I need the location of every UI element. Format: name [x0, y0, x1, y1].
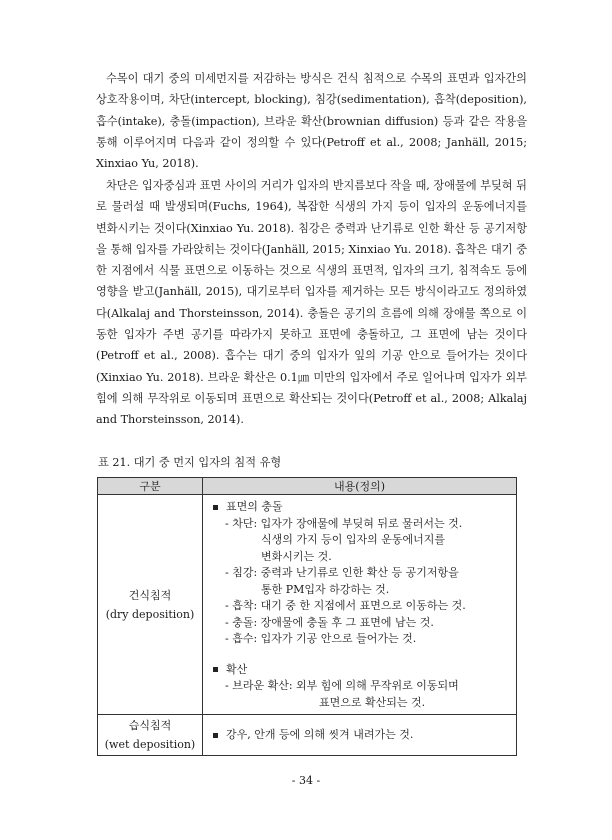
list-item: - 차단: 입자가 장애물에 부딪혀 뒤로 물러서는 것.: [225, 516, 463, 530]
list-item: 표면으로 확산되는 것.: [319, 695, 426, 709]
bullet-square-icon: [213, 667, 218, 672]
table-row: [98, 495, 517, 715]
paragraph-2: 차단은 입자중심과 표면 사이의 거리가 입자의 반지름보다 작을 때, 장애물에 부딪혀 뒤로 물러설 때 발생되며(Fuchs, 1964), 복잡한 식생의 가지 등이 입자의 운동에너지를 변화시키는 것이다(Xinxiao Yu. 2018). 침강은 중력과 난기류로 인한 확산 등 공기저항을 통해 입자를 가라앉히는 것이다(Janhäll, 2015; Xinxiao Yu. 2018). 흡착은 대기 중 한 지점에서 식물 표면으로 이동하는 것으로 식생의 표면적, 입자의 크기, 침적속도 등에 영향을 받고(Janhäll, 2015), 대기로부터 입자를 제거하는 모든 방식이라고도 정의하였다(Alkalaj and Thorsteinsson, 2014). 충돌은 공기의 흐름에 의해 장애물 쪽으로 이동한 입자가 주변 공기를 따라가지 못하고 표면에 충돌하고, 그 표면에 남는 것이다(Petroff et al., 2008). 흡수는 대기 중의 입자가 잎의 기공 안으로 들어가는 것이다(Xinxiao Yu. 2018). 브라운 확산은 0.1㎛ 미만의 입자에서 주로 일어나며 입자가 외부 힘에 의해 무작위로 이동되며 표면으로 확산되는 것이다(Petroff et al., 2008; Alkalaj and Thorsteinsson, 2014).: [96, 179, 527, 427]
wet-deposition-label: 습식침적 (wet deposition): [98, 715, 203, 756]
bullet-square-icon: [213, 505, 218, 510]
list-item: 표면의 충돌: [211, 499, 510, 516]
paragraph-1: 수목이 대기 중의 미세먼지를 저감하는 방식은 건식 침적으로 수목의 표면과 입자간의 상호작용이며, 차단(intercept, blocking), 침강(sedimentation), 흡착(deposition), 흡수(intake), 충돌(impaction), 브라운 확산(brownian diffusion) 등과 같은 작용을 통해 이루어지며 다음과 같이 정의할 수 있다(Petroff et al., 2008; Janhäll, 2015; Xinxiao Yu, 2018).: [96, 72, 527, 171]
header-category: 구분: [98, 478, 203, 495]
header-content: 내용(정의): [203, 478, 517, 495]
wet-deposition-content: [203, 715, 517, 756]
table-header-row: [98, 478, 517, 495]
list-item: - 충돌: 장애물에 충돌 후 그 표면에 남는 것.: [225, 615, 434, 629]
list-item: 변화시키는 것.: [261, 549, 332, 563]
list-item: - 흡수: 입자가 기공 안으로 들어가는 것.: [225, 632, 417, 645]
list-item: 식생의 가지 등이 입자의 운동에너지를: [261, 533, 446, 546]
table-row: [98, 715, 517, 756]
list-item: 강우, 안개 등에 의해 씻겨 내려가는 것.: [211, 727, 510, 744]
list-item: - 브라운 확산: 외부 힘에 의해 무작위로 이동되며: [225, 679, 459, 692]
table-caption: 표 21. 대기 중 먼지 입자의 침적 유형: [98, 456, 282, 469]
list-item: - 침강: 중력과 난기류로 인한 확산 등 공기저항을: [225, 566, 459, 579]
page-number: - 34 -: [291, 774, 321, 787]
list-item: 확산: [211, 662, 510, 679]
list-item: - 흡착: 대기 중 한 지점에서 표면으로 이동하는 것.: [225, 599, 466, 612]
dry-deposition-content: [203, 495, 517, 715]
bullet-square-icon: [213, 733, 218, 738]
deposition-table: [97, 477, 517, 756]
dry-deposition-label: 건식침적 (dry deposition): [98, 495, 203, 715]
list-item: 통한 PM입자 하강하는 것.: [261, 582, 390, 596]
